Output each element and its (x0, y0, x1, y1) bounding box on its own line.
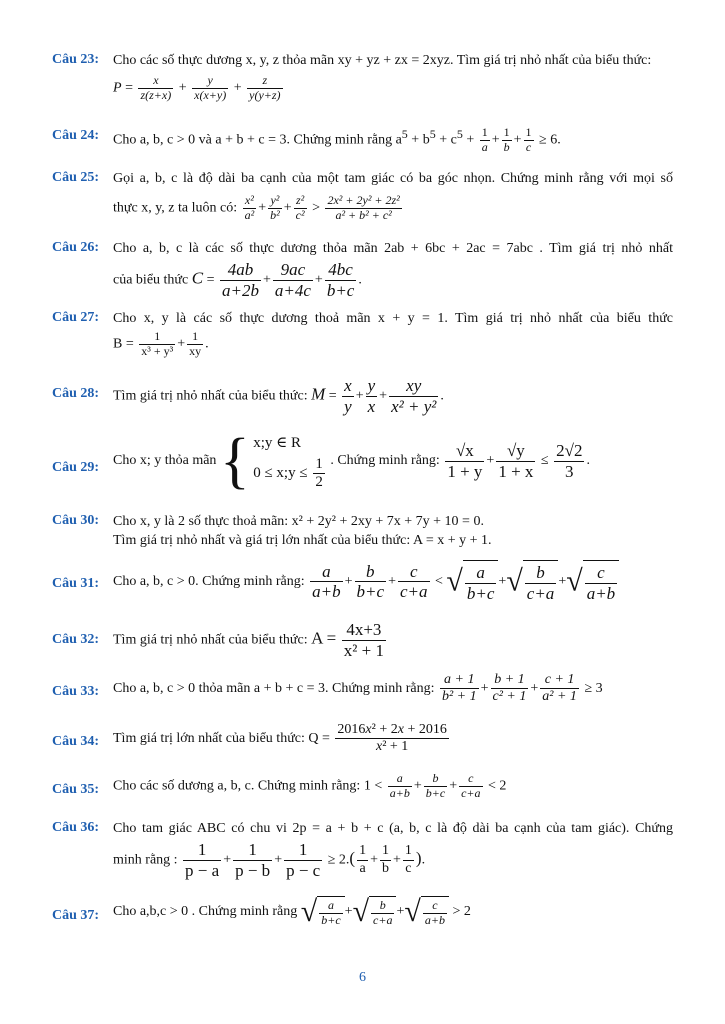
question-text: Gọi a, b, c là độ dài ba cạnh của một tam giác có ba góc nhọn. Chứng minh rằng với mọi số (113, 171, 673, 186)
page-number: 6 (359, 970, 366, 985)
question-text: Cho các số thực dương x, y, z thỏa mãn xy + yz + zx = 2xyz. Tìm giá trị nhỏ nhất của biểu thức: (113, 53, 652, 68)
question-text: Cho x, y là 2 số thực thoả mãn: x² + 2y² + 2xy + 7x + 7y + 10 = 0. (113, 514, 484, 529)
question-label: Câu 24: (52, 128, 100, 143)
question-text: Cho a, b, c > 0 và a + b + c = 3. Chứng minh rằng $a^5 + b^5 + c^5$ + $\frac{1}{a}$ + $\frac{1}{b}$ + $\frac{1}{c}$ ≥ 6. (113, 125, 561, 154)
question-label: Câu 33: (52, 684, 100, 699)
question-text: Tìm giá trị nhỏ nhất của biểu thức: M = $\frac{x}{y}$ + $\frac{y}{x}$ + $\frac{xy}{\text{x² + y²}}$ . (113, 376, 444, 416)
formula-23: P = $\frac{x}{z(z+x)}$ + $\frac{y}{x(x+y)}$ + $\frac{z}{y(y+z)}$ (113, 73, 281, 102)
question-text: Tìm giá trị nhỏ nhất của biểu thức: A = $\frac{4x+3}{\text{x² + 1}}$ (113, 620, 384, 660)
question-text: Cho a, b, c là các số thực dương thỏa mãn 2ab + 6bc + 2ac = 7abc . Tìm giá trị nhỏ nhất (113, 241, 673, 256)
question-label: Câu 34: (52, 734, 100, 749)
question-text: Cho a, b, c > 0. Chứng minh rằng: $\frac{a}{a+b}$ + $\frac{b}{b+c}$ + $\frac{c}{c+a}$ < √ $\frac{a}{b+c}$ +√ $\frac{b}{c+a}$ +√ $\frac{c}{a+b}$ (113, 560, 673, 603)
formula-26: của biểu thức C = $\frac{4ab}{a+2b}$ + $\frac{9ac}{a+4c}$ + $\frac{4bc}{b+c}$ . (113, 260, 362, 300)
question-label: Câu 27: (52, 310, 100, 325)
question-label: Câu 26: (52, 240, 100, 255)
formula-36: minh rằng : $\frac{1}{p - a}$ + $\frac{1}{p - b}$ + $\frac{1}{p - c}$ ≥ 2.( $\frac{1}{a}$ + $\frac{1}{b}$ + $\frac{1}{c}$ ). (113, 840, 426, 880)
question-text-2: Tìm giá trị nhỏ nhất và giá trị lớn nhất của biểu thức: A = x + y + 1. (113, 533, 492, 548)
question-label: Câu 30: (52, 513, 100, 528)
question-text: Cho các số dương a, b, c. Chứng minh rằng: 1 < $\frac{a}{a+b}$ + $\frac{b}{b+c}$ + $\frac{c}{c+a}$ < 2 (113, 771, 507, 800)
question-label: Câu 25: (52, 170, 100, 185)
question-label: Câu 31: (52, 576, 100, 591)
question-text: Cho a,b,c > 0 . Chứng minh rằng √ $\frac{a}{b+c}$ +√ $\frac{b}{c+a}$ +√ $\frac{c}{a+b}$ > 2 (113, 894, 471, 928)
question-label: Câu 35: (52, 782, 100, 797)
question-label: Câu 37: (52, 908, 100, 923)
question-text: Tìm giá trị lớn nhất của biểu thức: Q = $\frac{\text{2016x² + 2x + 2016}}{\text{x² + 1}}$ (113, 722, 447, 755)
question-label: Câu 28: (52, 386, 100, 401)
question-text: Cho tam giác ABC có chu vi 2p = a + b + c (a, b, c là độ dài ba cạnh của tam giác). Chứng (113, 821, 673, 836)
question-text: Cho x; y thỏa mãn { x;y ∈ R 0 ≤ x;y ≤ $\frac{1}{2}$ . Chứng minh rằng: $\frac{√x}{1 + y}$ + $\frac{√y}{1 + x}$ ≤ $\frac{2√2}{3}$ . (113, 427, 590, 495)
question-label: Câu 32: (52, 632, 100, 647)
question-label: Câu 23: (52, 52, 100, 67)
question-label: Câu 36: (52, 820, 100, 835)
formula-25: thực x, y, z ta luôn có: $\frac{\text{x²}}{\text{a²}}$ + $\frac{\text{y²}}{\text{b²}}$ + $\frac{\text{z²}}{\text{c²}}$ > $\frac{\text{2x² + 2y² + 2z²}}{\text{a² + b² + c²}}$ (113, 193, 400, 222)
question-text: Cho a, b, c > 0 thỏa mãn a + b + c = 3. Chứng minh rằng: $\frac{a + 1}{\text{b² + 1}}$ + $\frac{b + 1}{\text{c² + 1}}$ + $\frac{c + 1}{\text{a² + 1}}$ ≥ 3 (113, 672, 603, 705)
question-text: Cho x, y là các số thực dương thoả mãn x + y = 1. Tìm giá trị nhỏ nhất của biểu thức (113, 311, 673, 326)
question-label: Câu 29: (52, 460, 100, 475)
formula-27: B = $\frac{1}{\text{x³ + y³}}$ + $\frac{1}{xy}$ . (113, 329, 209, 358)
